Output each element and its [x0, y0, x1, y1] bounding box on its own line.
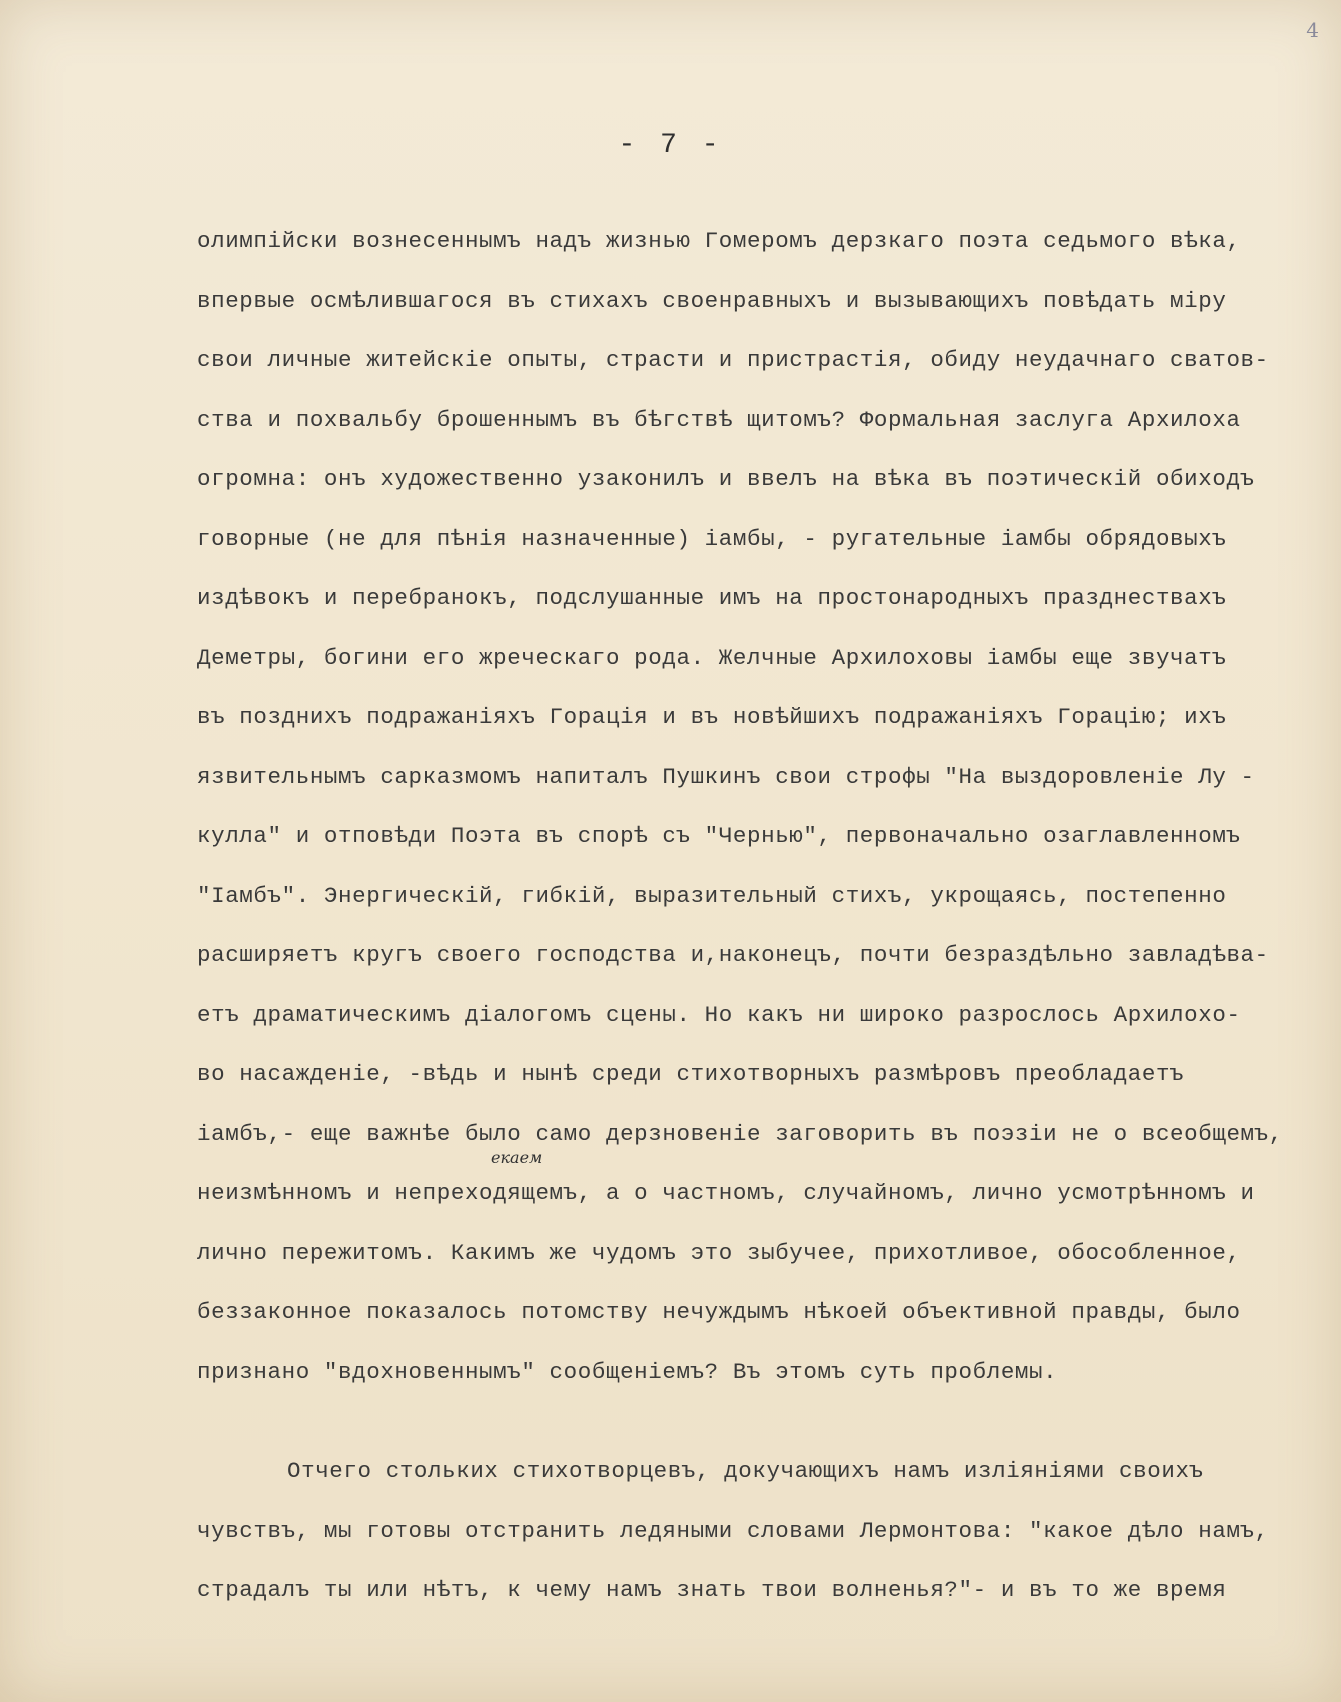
text-line: лично пережитомъ. Какимъ же чудомъ это зыбучее, прихотливое, обособленное,: [197, 1239, 1241, 1266]
handwritten-correction: екаем: [491, 1148, 543, 1167]
page-number: - 7 -: [618, 130, 723, 161]
text-line: во насажденіе, -вѣдь и нынѣ среди стихотворныхъ размѣровъ преобладаетъ: [197, 1061, 1185, 1087]
text-line: признано "вдохновеннымъ" сообщеніемъ? Въ этомъ суть проблемы.: [197, 1358, 1058, 1385]
text-line: ства и похвальбу брошеннымъ въ бѣгствѣ щитомъ? Формальная заслуга Архилоха: [197, 406, 1241, 433]
text-line: Отчего стольких стихотворцевъ, докучающихъ намъ изліяніями своихъ: [287, 1458, 1204, 1484]
paragraph-1: [197, 226, 1327, 1416]
text-line: чувствъ, мы готовы отстранить ледяными словами Лермонтова: "какое дѣло намъ,: [197, 1517, 1269, 1544]
text-line: олимпійски вознесеннымъ надъ жизнью Гомеромъ дерзкаго поэта седьмого вѣка,: [197, 228, 1241, 254]
text-line: неизмѣнномъ и непреходящемъ, а о частномъ, случайномъ, лично усмотрѣнномъ и: [197, 1180, 1255, 1206]
text-line: говорные (не для пѣнія назначенные) іамбы, - ругательные іамбы обрядовыхъ: [197, 525, 1227, 552]
text-line: впервые осмѣлившагося въ стихахъ своенравныхъ и вызывающихъ повѣдать міру: [197, 287, 1227, 314]
text-line: расширяетъ кругъ своего господства и,наконецъ, почти безраздѣльно завладѣва-: [197, 942, 1269, 968]
text-line: беззаконное показалось потомству нечуждымъ нѣкоей объективной правды, было: [197, 1299, 1241, 1325]
text-line: издѣвокъ и перебранокъ, подслушанные имъ на простонародныхъ празднествахъ: [197, 585, 1227, 611]
corner-page-mark: 4: [1306, 18, 1319, 42]
text-line: огромна: онъ художественно узаконилъ и ввелъ на вѣка въ поэтическій обиходъ: [197, 466, 1255, 492]
body-text: [197, 226, 1327, 1635]
text-line: Деметры, богини его жреческаго рода. Желчные Архилоховы іамбы еще звучатъ: [197, 644, 1227, 671]
paragraph-2: [197, 1456, 1327, 1635]
text-line: страдалъ ты или нѣтъ, к чему намъ знать твои волненья?"- и въ то же время: [197, 1577, 1227, 1603]
text-line: іамбъ,- еще важнѣе было само дерзновеніе заговорить въ поэзіи не о всеобщемъ,: [197, 1120, 1283, 1147]
paragraph-gap: [197, 1416, 1327, 1456]
text-line: кулла" и отповѣди Поэта въ спорѣ съ "Чернью", первоначально озаглавленномъ: [197, 823, 1241, 849]
text-line: свои личные житейскіе опыты, страсти и пристрастія, обиду неудачнаго сватов-: [197, 347, 1269, 373]
text-line: въ позднихъ подражаніяхъ Горація и въ новѣйшихъ подражаніяхъ Горацію; ихъ: [197, 704, 1227, 730]
text-line: етъ драматическимъ діалогомъ сцены. Но какъ ни широко разрослось Архилохо-: [197, 1001, 1241, 1028]
text-line: язвительнымъ сарказмомъ напиталъ Пушкинъ свои строфы "На выздоровленіе Лу -: [197, 763, 1255, 790]
text-line: "Іамбъ". Энергическій, гибкій, выразительный стихъ, укрощаясь, постепенно: [197, 882, 1227, 909]
